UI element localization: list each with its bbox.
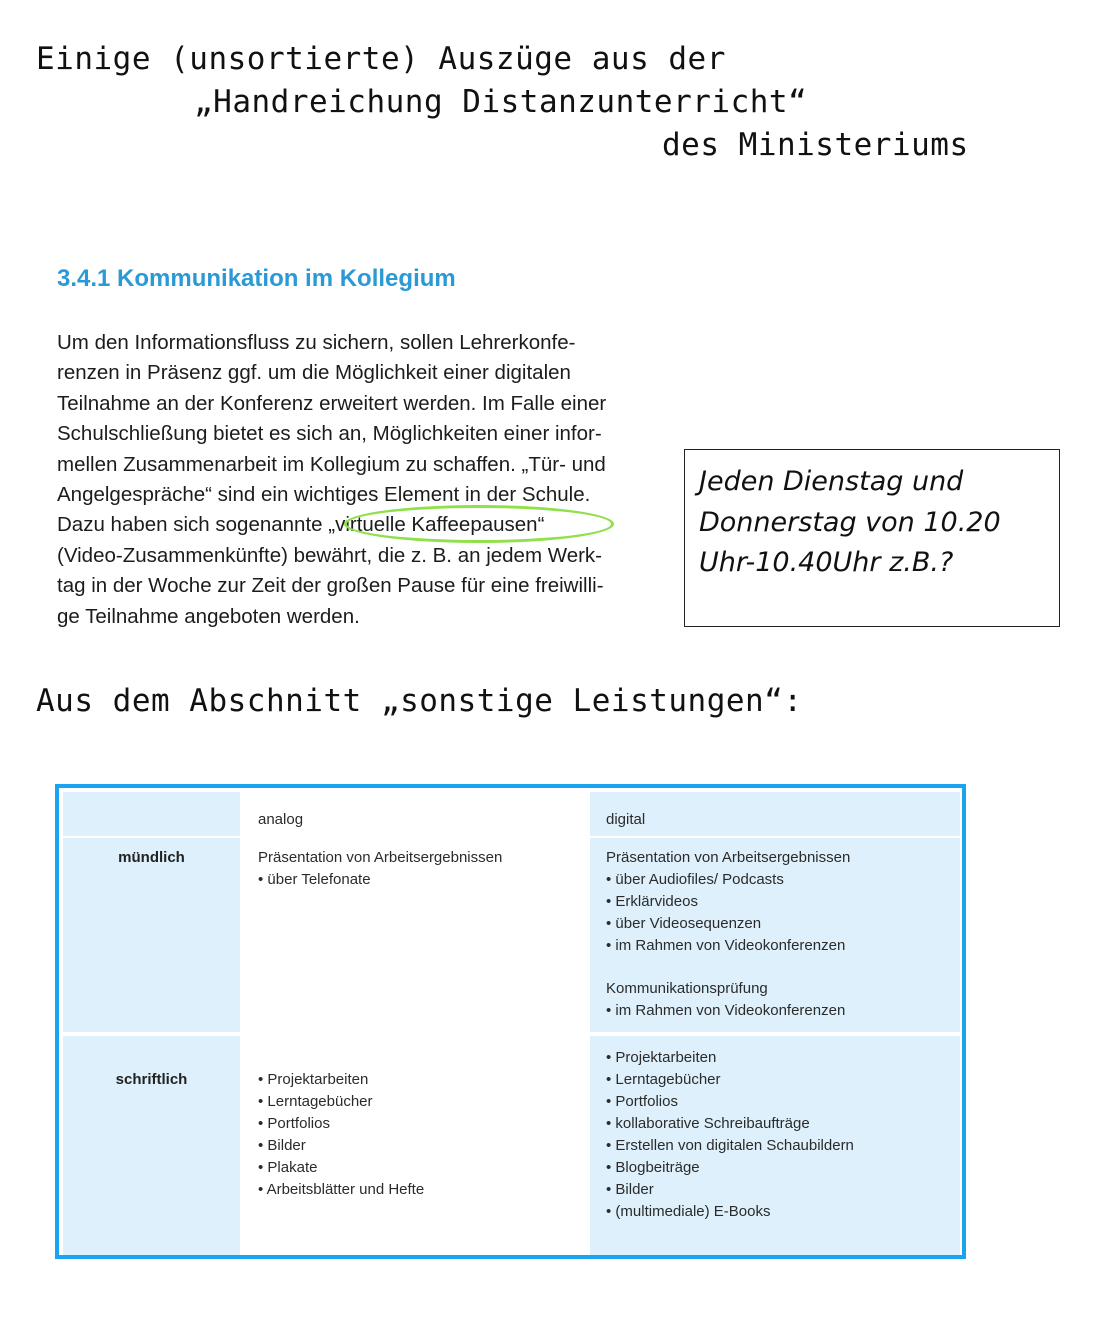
list-item: • Lerntagebücher <box>258 1093 373 1110</box>
list-item: • Projektarbeiten <box>258 1071 369 1088</box>
note-line: Uhr-10.40Uhr z.B.? <box>699 547 954 578</box>
list-item: • kollaborative Schreibaufträge <box>606 1115 810 1132</box>
list-item: • Blogbeiträge <box>606 1159 700 1176</box>
row-label-schriftlich: schriftlich <box>63 1036 240 1255</box>
highlight-circle <box>344 505 614 543</box>
paragraph-line: (Video-Zusammenkünfte) bewährt, die z. B. an jedem Werk- <box>57 543 603 567</box>
paragraph-line: tag in der Woche zur Zeit der großen Pause für eine freiwilli- <box>57 574 604 598</box>
title-line-3: des Ministeriums <box>662 127 969 163</box>
title-line-2: „Handreichung Distanzunterricht“ <box>194 84 808 120</box>
list-item: • Bilder <box>258 1137 306 1154</box>
paragraph-line: ge Teilnahme angeboten werden. <box>57 604 360 628</box>
row-label-muendlich: mündlich <box>63 838 240 1032</box>
list-item: • (multimediale) E-Books <box>606 1203 771 1220</box>
paragraph-line: renzen in Präsenz ggf. um die Möglichkeit einer digitalen <box>57 361 571 385</box>
list-item: • Arbeitsblätter und Hefte <box>258 1181 425 1198</box>
list-item: • Erstellen von digitalen Schaubildern <box>606 1137 854 1154</box>
paragraph-line: Teilnahme an der Konferenz erweitert werden. Im Falle einer <box>57 391 607 415</box>
list-item: • Plakate <box>258 1159 318 1176</box>
section-intro: Aus dem Abschnitt „sonstige Leistungen“: <box>36 683 803 719</box>
section-paragraph <box>57 328 677 632</box>
list-item: • Portfolios <box>258 1115 330 1132</box>
assessment-table <box>55 784 966 1259</box>
paragraph-line: mellen Zusammenarbeit im Kollegium zu schaffen. „Tür- und <box>57 452 606 476</box>
paragraph-line: Schulschließung bietet es sich an, Möglichkeiten einer infor- <box>57 422 602 446</box>
cell-schriftlich-analog <box>242 1036 588 1255</box>
list-item: • über Videosequenzen <box>606 915 762 932</box>
list-item: • Erklärvideos <box>606 893 698 910</box>
paragraph-line: Angelgespräche“ sind ein wichtiges Element in der Schule. <box>57 483 591 507</box>
list-item: Kommunikationsprüfung <box>606 980 768 997</box>
list-item: Präsentation von Arbeitsergebnissen <box>258 849 503 866</box>
column-header-analog: analog <box>242 792 588 836</box>
list-item: • im Rahmen von Videokonferenzen <box>606 937 846 954</box>
list-item: • über Audiofiles/ Podcasts <box>606 871 784 888</box>
table-corner-cell <box>63 792 240 836</box>
cell-muendlich-digital <box>590 838 960 1032</box>
list-item: Präsentation von Arbeitsergebnissen <box>606 849 851 866</box>
note-line: Donnerstag von 10.20 <box>699 506 1001 538</box>
list-item: • über Telefonate <box>258 871 371 888</box>
list-item: • Portfolios <box>606 1093 678 1110</box>
note-box <box>684 449 1060 627</box>
column-header-digital: digital <box>590 792 960 836</box>
list-item: • im Rahmen von Videokonferenzen <box>606 1002 846 1019</box>
paragraph-line: Dazu haben sich sogenannte „virtuelle Kaffeepausen“ <box>57 513 545 537</box>
cell-schriftlich-digital <box>590 1036 960 1255</box>
title-line-1: Einige (unsortierte) Auszüge aus der <box>36 41 726 77</box>
section-heading: 3.4.1 Kommunikation im Kollegium <box>57 265 456 292</box>
list-item: • Projektarbeiten <box>606 1049 717 1066</box>
paragraph-line: Um den Informationsfluss zu sichern, sollen Lehrerkonfe- <box>57 331 576 354</box>
note-line: Jeden Dienstag und <box>699 466 964 497</box>
list-item: • Bilder <box>606 1181 654 1198</box>
cell-muendlich-analog <box>242 838 588 1032</box>
list-item: • Lerntagebücher <box>606 1071 721 1088</box>
